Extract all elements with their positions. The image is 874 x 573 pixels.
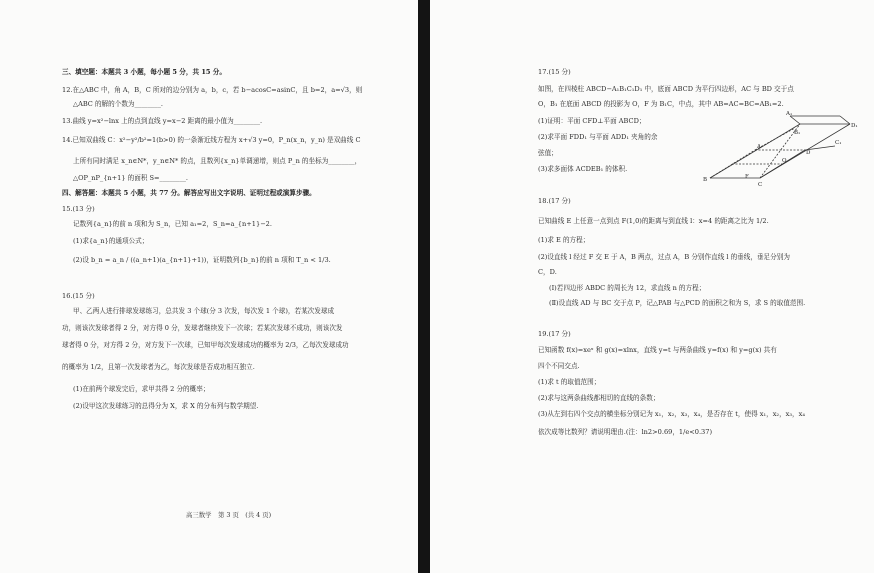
q17-title: 17.(15 分) [538, 68, 571, 76]
exam-page-right [430, 0, 874, 573]
q16-line-3: 球者得 0 分，对方得 2 分，对方发下一次球，已知甲每次发球成功的概率为 2/3，乙每次发球成功 [62, 341, 349, 349]
q17-line-1: 如图，在四棱柱 ABCD−A₁B₁C₁D₁ 中，底面 ABCD 为平行四边形，AC 与 BD 交于点 [538, 85, 794, 93]
q12-line-1: 12.在△ABC 中，角 A，B，C 所对的边分别为 a，b，c，若 b−acosC=asinC，且 b=2，a=√3，则 [62, 86, 363, 94]
label-A: A [757, 144, 761, 150]
label-D: D [806, 150, 811, 156]
label-B: B [703, 177, 708, 183]
binding-gutter [418, 0, 430, 573]
q17-part-1: (1)证明：平面 CFD⊥平面 ABCD； [538, 117, 646, 125]
q16-part-2: (2)设甲这次发球练习的总得分为 X，求 X 的分布列与数学期望. [73, 402, 259, 410]
section-3-header: 三、填空题：本题共 3 小题，每小题 5 分，共 15 分。 [62, 68, 226, 76]
q12-line-2: △ABC 的解的个数为________. [73, 100, 163, 108]
q17-part-2: (2)求平面 FDD₁ 与平面 ADD₁ 夹角的余 [538, 133, 658, 141]
q19-line-1: 已知函数 f(x)=xeˣ 和 g(x)=xlnx，直线 y=t 与两条曲线 y=f(x) 和 y=g(x) 共有 [538, 346, 777, 354]
q14-line-2: 上所有同时满足 x_n∈N*，y_n∈N* 的点，且数列{x_n}单调递增，则点 P_n 的坐标为________， [73, 157, 362, 165]
label-D1: D₁ [851, 123, 858, 129]
page-footer: 高三数学 第 3 页 (共 4 页) [186, 511, 272, 519]
q17-part-2-cont: 弦值； [538, 149, 558, 157]
q19-title: 19.(17 分) [538, 330, 571, 338]
q16-part-1: (1)在前两个球发完后，求甲共得 2 分的概率； [73, 385, 210, 393]
q13-text: 13.曲线 y=x²−lnx 上的点到直线 y=x−2 距离的最小值为________. [62, 117, 263, 125]
q19-part-3-cont: 依次成等比数列？请说明理由.(注：ln2>0.69，1/e<0.37) [538, 428, 713, 436]
q19-part-2: (2)求与这两条曲线都相切的直线的条数； [538, 394, 660, 402]
q15-line-2: (1)求{a_n}的通项公式； [73, 237, 149, 245]
q18-part-2: (2)设直线 l 经过 F 交 E 于 A，B 两点，过点 A，B 分别作直线 l 的垂线，垂足分别为 [538, 253, 790, 261]
section-4-header: 四、解答题：本题共 5 小题，共 77 分。解答应写出文字说明、证明过程或演算步骤。 [62, 189, 316, 197]
label-C1: C₁ [835, 140, 842, 146]
q15-line-1: 记数列{a_n}的前 n 项和为 S_n，已知 a₁=2，S_n=a_{n+1}−2. [73, 220, 272, 228]
q14-line-3: △OP_nP_{n+1} 的面积 S=________. [73, 174, 189, 182]
q16-line-4: 的概率为 1/2，且第一次发球者为乙，每次发球是否成功相互独立. [62, 363, 255, 371]
label-F: F [745, 174, 749, 180]
exam-page-left [0, 0, 418, 573]
prism-figure [700, 108, 860, 188]
q19-part-3: (3)从左到右四个交点的横坐标分别记为 x₁，x₂，x₃，x₄，是否存在 t，使得 x₁，x₂，x₃，x₄ [538, 410, 805, 418]
q14-line-1: 14.已知双曲线 C：x²−y²/b²=1(b>0) 的一条渐近线方程为 x+√3 y=0，P_n(x_n，y_n) 是双曲线 C [62, 136, 361, 144]
q16-line-1: 甲、乙两人进行排球发球练习，总共发 3 个球(分 3 次发，每次发 1 个球)，若某次发球成 [73, 307, 335, 315]
label-O: O [782, 158, 787, 164]
label-A1: A₁ [786, 111, 793, 117]
q15-title: 15.(13 分) [62, 205, 95, 213]
q18-part-1: (1)求 E 的方程； [538, 236, 590, 244]
q16-title: 16.(15 分) [62, 292, 95, 300]
q17-part-3: (3)求多面体 ACDEB₁ 的体积. [538, 165, 628, 173]
q17-line-2: O，B₁ 在底面 ABCD 的投影为 O，F 为 B₁C，中点，其中 AB=AC=BC=AB₁=2. [538, 100, 784, 108]
q18-line-1: 已知曲线 E 上任意一点到点 F(1,0)的距离与到直线 l：x=4 的距离之比为 1/2. [538, 217, 769, 225]
q15-line-3: (2)设 b_n = a_n / ((a_n+1)(a_{n+1}+1))，证明数列{b_n}的前 n 项和 T_n < 1/3. [73, 256, 331, 264]
q18-subpart-2: (Ⅱ)设直线 AD 与 BC 交于点 P，记△PAB 与△PCD 的面积之和为 S，求 S 的取值范围. [549, 299, 806, 307]
label-C: C [758, 182, 763, 188]
q19-part-1: (1)求 t 的取值范围； [538, 378, 601, 386]
q18-title: 18.(17 分) [538, 197, 571, 205]
q19-line-2: 四个不同交点. [538, 362, 580, 370]
label-B1: B₁ [794, 130, 801, 136]
q16-line-2: 功，则该次发球者得 2 分，对方得 0 分，发球者继续发下一次球；若某次发球不成功，则该次发 [62, 324, 343, 332]
q18-part-2-cont: C，D. [538, 268, 557, 276]
q18-subpart-1: (Ⅰ)若四边形 ABDC 的周长为 12，求直线 n 的方程； [549, 284, 706, 292]
